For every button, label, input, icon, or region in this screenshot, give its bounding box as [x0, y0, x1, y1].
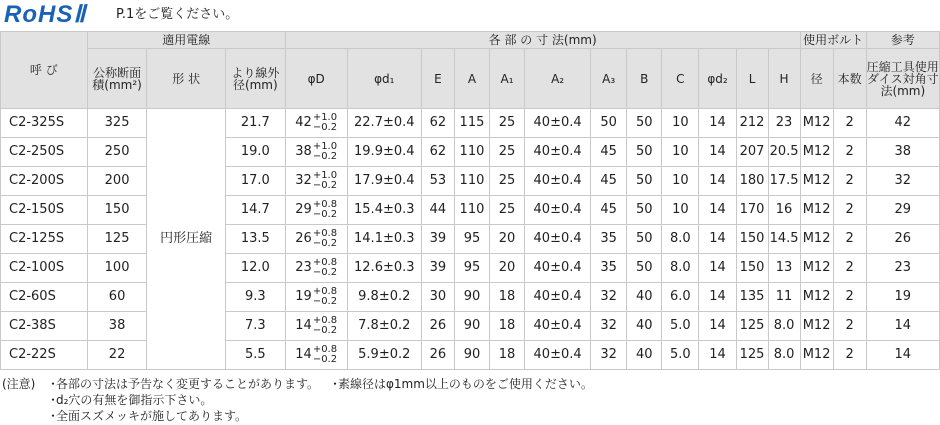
table-row — [1, 167, 940, 196]
cell-model: C2-200S — [1, 167, 88, 196]
tolerance-lower: −0.2 — [312, 325, 338, 336]
col-A3: A₃ — [591, 49, 627, 109]
cell-model: C2-125S — [1, 225, 88, 254]
cell-phid2: 14 — [699, 312, 736, 341]
cell-A3: 45 — [591, 167, 627, 196]
cell-od: 9.3 — [225, 283, 285, 312]
cell-A2: 40±0.4 — [525, 138, 591, 167]
cell-phiD — [285, 167, 347, 196]
cell-A1: 20 — [490, 225, 525, 254]
cell-E: 26 — [421, 341, 454, 370]
cell-A: 90 — [454, 341, 489, 370]
cell-ref: 29 — [866, 196, 939, 225]
cell-od: 21.7 — [225, 109, 285, 138]
cell-ref: 14 — [866, 312, 939, 341]
cell-A: 110 — [454, 138, 489, 167]
cell-H: 20.5 — [768, 138, 800, 167]
tolerance-upper: +1.0 — [312, 141, 338, 152]
cell-phid1: 19.9±0.4 — [347, 138, 421, 167]
col-ref: 圧縮工具使用ダイス対角寸法(mm) — [866, 49, 939, 109]
cell-A3: 45 — [591, 196, 627, 225]
phiD-nominal: 23 — [295, 260, 312, 275]
cell-phiD — [285, 312, 347, 341]
cell-B: 50 — [627, 109, 662, 138]
cell-model: C2-38S — [1, 312, 88, 341]
cell-A2: 40±0.4 — [525, 109, 591, 138]
cell-qty: 2 — [833, 196, 866, 225]
cell-L: 180 — [736, 167, 768, 196]
cell-A3: 50 — [591, 109, 627, 138]
cell-H: 23 — [768, 109, 800, 138]
cell-model: C2-100S — [1, 254, 88, 283]
cell-ref: 23 — [866, 254, 939, 283]
group-dims: 各 部 の 寸 法(mm) — [285, 32, 800, 49]
note-dimensions: ･各部の寸法は予告なく変更することがあります。 — [50, 377, 320, 391]
cell-A1: 25 — [490, 167, 525, 196]
cell-phid2: 14 — [699, 341, 736, 370]
cell-E: 53 — [421, 167, 454, 196]
cell-A3: 32 — [591, 312, 627, 341]
cell-A: 90 — [454, 283, 489, 312]
cell-ref: 32 — [866, 167, 939, 196]
cell-E: 39 — [421, 225, 454, 254]
cell-bolt: M12 — [800, 254, 833, 283]
cell-A2: 40±0.4 — [525, 341, 591, 370]
cell-H: 13 — [768, 254, 800, 283]
cell-A3: 35 — [591, 225, 627, 254]
spec-table-body — [1, 109, 940, 370]
table-row — [1, 254, 940, 283]
cell-C: 5.0 — [662, 341, 699, 370]
tolerance-lower: −0.2 — [312, 209, 338, 220]
cell-phid1: 14.1±0.3 — [347, 225, 421, 254]
cell-model: C2-150S — [1, 196, 88, 225]
cell-H: 11 — [768, 283, 800, 312]
cell-E: 62 — [421, 109, 454, 138]
cell-od: 7.3 — [225, 312, 285, 341]
cell-H: 14.5 — [768, 225, 800, 254]
col-bolt-qty: 本数 — [833, 49, 866, 109]
cell-phiD — [285, 138, 347, 167]
cell-model: C2-22S — [1, 341, 88, 370]
cell-od: 17.0 — [225, 167, 285, 196]
group-wire: 適用電線 — [87, 32, 285, 49]
cell-phiD — [285, 196, 347, 225]
note-row-1 — [2, 376, 938, 392]
cell-L: 125 — [736, 341, 768, 370]
cell-A3: 32 — [591, 283, 627, 312]
cell-A3: 32 — [591, 341, 627, 370]
spec-table — [0, 31, 940, 370]
cell-phid1: 17.9±0.4 — [347, 167, 421, 196]
table-row — [1, 109, 940, 138]
group-bolt: 使用ボルト — [800, 32, 866, 49]
phiD-nominal: 19 — [295, 289, 312, 304]
cell-area: 22 — [87, 341, 147, 370]
cell-ref: 14 — [866, 341, 939, 370]
col-C: C — [662, 49, 699, 109]
cell-bolt: M12 — [800, 283, 833, 312]
cell-area: 250 — [87, 138, 147, 167]
cell-B: 50 — [627, 138, 662, 167]
cell-C: 5.0 — [662, 312, 699, 341]
col-A1: A₁ — [490, 49, 525, 109]
phiD-tolerance — [313, 200, 337, 220]
tolerance-lower: −0.2 — [312, 238, 338, 249]
cell-A2: 40±0.4 — [525, 167, 591, 196]
cell-A: 95 — [454, 225, 489, 254]
cell-A3: 35 — [591, 254, 627, 283]
cell-L: 212 — [736, 109, 768, 138]
cell-E: 30 — [421, 283, 454, 312]
phiD-nominal: 14 — [295, 347, 312, 362]
note-d2-hole: ･d₂穴の有無を御指示下さい。 — [50, 393, 213, 407]
cell-bolt: M12 — [800, 225, 833, 254]
cell-ref: 19 — [866, 283, 939, 312]
cell-model: C2-60S — [1, 283, 88, 312]
cell-qty: 2 — [833, 225, 866, 254]
cell-model: C2-250S — [1, 138, 88, 167]
cell-L: 207 — [736, 138, 768, 167]
tolerance-upper: +0.8 — [312, 315, 338, 326]
cell-L: 125 — [736, 312, 768, 341]
cell-model: C2-325S — [1, 109, 88, 138]
col-E: E — [421, 49, 454, 109]
cell-phid2: 14 — [699, 167, 736, 196]
table-row — [1, 138, 940, 167]
cell-qty: 2 — [833, 138, 866, 167]
tolerance-lower: −0.2 — [312, 354, 338, 365]
phiD-tolerance — [313, 113, 337, 133]
phiD-tolerance — [313, 316, 337, 336]
cell-A2: 40±0.4 — [525, 225, 591, 254]
cell-A1: 25 — [490, 196, 525, 225]
col-A: A — [454, 49, 489, 109]
cell-C: 10 — [662, 109, 699, 138]
cell-qty: 2 — [833, 167, 866, 196]
tolerance-lower: −0.2 — [312, 151, 338, 162]
col-B: B — [627, 49, 662, 109]
cell-A: 95 — [454, 254, 489, 283]
cell-A1: 18 — [490, 341, 525, 370]
cell-C: 10 — [662, 196, 699, 225]
col-bolt-dia: 径 — [800, 49, 833, 109]
table-row — [1, 341, 940, 370]
cell-qty: 2 — [833, 254, 866, 283]
cell-C: 8.0 — [662, 254, 699, 283]
cell-phid2: 14 — [699, 283, 736, 312]
col-phid1: φd₁ — [347, 49, 421, 109]
cell-qty: 2 — [833, 341, 866, 370]
notes — [2, 376, 938, 424]
note-row-2 — [2, 392, 938, 408]
cell-L: 150 — [736, 225, 768, 254]
col-phid2: φd₂ — [699, 49, 736, 109]
col-model: 呼 び — [1, 32, 88, 109]
phiD-tolerance — [313, 287, 337, 307]
cell-phid2: 14 — [699, 254, 736, 283]
cell-bolt: M12 — [800, 138, 833, 167]
tolerance-upper: +0.8 — [312, 228, 338, 239]
cell-L: 135 — [736, 283, 768, 312]
cell-A1: 25 — [490, 138, 525, 167]
tolerance-upper: +1.0 — [312, 170, 338, 181]
cell-shape: 円形圧縮 — [147, 109, 225, 370]
cell-bolt: M12 — [800, 167, 833, 196]
col-A2: A₂ — [525, 49, 591, 109]
cell-qty: 2 — [833, 312, 866, 341]
cell-qty: 2 — [833, 109, 866, 138]
phiD-nominal: 14 — [295, 318, 312, 333]
cell-B: 50 — [627, 196, 662, 225]
tolerance-upper: +0.8 — [312, 199, 338, 210]
cell-C: 10 — [662, 167, 699, 196]
tolerance-upper: +0.8 — [312, 257, 338, 268]
cell-B: 50 — [627, 167, 662, 196]
col-od: より線外径(mm) — [225, 49, 285, 109]
phiD-tolerance — [313, 345, 337, 365]
cell-area: 325 — [87, 109, 147, 138]
notes-label: (注意) — [2, 377, 36, 391]
tolerance-lower: −0.2 — [312, 267, 338, 278]
table-row — [1, 196, 940, 225]
cell-od: 12.0 — [225, 254, 285, 283]
phiD-tolerance — [313, 258, 337, 278]
cell-phid1: 9.8±0.2 — [347, 283, 421, 312]
note-wire-diameter: ･素線径はφ1mm以上のものをご使用ください。 — [332, 377, 593, 391]
cell-bolt: M12 — [800, 312, 833, 341]
tolerance-upper: +0.8 — [312, 286, 338, 297]
cell-phid1: 5.9±0.2 — [347, 341, 421, 370]
cell-C: 8.0 — [662, 225, 699, 254]
cell-phid1: 7.8±0.2 — [347, 312, 421, 341]
tolerance-lower: −0.2 — [312, 296, 338, 307]
phiD-tolerance — [313, 229, 337, 249]
cell-phid2: 14 — [699, 138, 736, 167]
cell-ref: 38 — [866, 138, 939, 167]
cell-E: 44 — [421, 196, 454, 225]
cell-B: 50 — [627, 254, 662, 283]
phiD-nominal: 29 — [295, 202, 312, 217]
cell-phid2: 14 — [699, 109, 736, 138]
phiD-nominal: 38 — [295, 144, 312, 159]
rohs-note: P.1をご覧ください。 — [116, 7, 239, 22]
tolerance-upper: +0.8 — [312, 344, 338, 355]
cell-A3: 45 — [591, 138, 627, 167]
cell-bolt: M12 — [800, 341, 833, 370]
cell-phid1: 15.4±0.3 — [347, 196, 421, 225]
cell-ref: 42 — [866, 109, 939, 138]
table-row — [1, 312, 940, 341]
cell-L: 150 — [736, 254, 768, 283]
cell-L: 170 — [736, 196, 768, 225]
cell-E: 39 — [421, 254, 454, 283]
phiD-tolerance — [313, 142, 337, 162]
cell-A: 90 — [454, 312, 489, 341]
cell-phiD — [285, 225, 347, 254]
tolerance-lower: −0.2 — [312, 122, 338, 133]
cell-A: 110 — [454, 167, 489, 196]
cell-H: 16 — [768, 196, 800, 225]
cell-area: 125 — [87, 225, 147, 254]
cell-A: 110 — [454, 196, 489, 225]
cell-E: 26 — [421, 312, 454, 341]
phiD-nominal: 42 — [295, 115, 312, 130]
cell-H: 8.0 — [768, 312, 800, 341]
cell-od: 19.0 — [225, 138, 285, 167]
cell-area: 150 — [87, 196, 147, 225]
note-tin-plating: ･全面スズメッキが施してあります。 — [50, 409, 248, 423]
cell-A1: 25 — [490, 109, 525, 138]
phiD-nominal: 32 — [295, 173, 312, 188]
cell-E: 62 — [421, 138, 454, 167]
group-ref: 参考 — [866, 32, 939, 49]
cell-B: 50 — [627, 225, 662, 254]
cell-A2: 40±0.4 — [525, 283, 591, 312]
table-row — [1, 225, 940, 254]
cell-B: 40 — [627, 283, 662, 312]
phiD-nominal: 26 — [295, 231, 312, 246]
cell-phiD — [285, 109, 347, 138]
cell-phid1: 12.6±0.3 — [347, 254, 421, 283]
cell-A2: 40±0.4 — [525, 312, 591, 341]
cell-phid2: 14 — [699, 225, 736, 254]
cell-A2: 40±0.4 — [525, 254, 591, 283]
cell-H: 17.5 — [768, 167, 800, 196]
cell-od: 13.5 — [225, 225, 285, 254]
cell-phid2: 14 — [699, 196, 736, 225]
col-phiD: φD — [285, 49, 347, 109]
cell-A1: 20 — [490, 254, 525, 283]
cell-area: 100 — [87, 254, 147, 283]
tolerance-upper: +1.0 — [312, 112, 338, 123]
cell-phiD — [285, 283, 347, 312]
cell-B: 40 — [627, 312, 662, 341]
cell-phiD — [285, 254, 347, 283]
cell-C: 10 — [662, 138, 699, 167]
cell-od: 14.7 — [225, 196, 285, 225]
cell-A: 115 — [454, 109, 489, 138]
cell-A2: 40±0.4 — [525, 196, 591, 225]
phiD-tolerance — [313, 171, 337, 191]
tolerance-lower: −0.2 — [312, 180, 338, 191]
cell-area: 38 — [87, 312, 147, 341]
cell-H: 8.0 — [768, 341, 800, 370]
cell-A1: 18 — [490, 283, 525, 312]
col-area: 公称断面積(mm²) — [87, 49, 147, 109]
cell-C: 6.0 — [662, 283, 699, 312]
cell-area: 200 — [87, 167, 147, 196]
header — [0, 0, 940, 30]
cell-qty: 2 — [833, 283, 866, 312]
rohs-logo: RoHSⅡ — [4, 1, 87, 28]
col-shape: 形 状 — [147, 49, 225, 109]
cell-bolt: M12 — [800, 109, 833, 138]
cell-B: 40 — [627, 341, 662, 370]
note-row-3 — [2, 408, 938, 424]
cell-od: 5.5 — [225, 341, 285, 370]
cell-A1: 18 — [490, 312, 525, 341]
cell-phid1: 22.7±0.4 — [347, 109, 421, 138]
cell-area: 60 — [87, 283, 147, 312]
cell-bolt: M12 — [800, 196, 833, 225]
cell-ref: 26 — [866, 225, 939, 254]
col-L: L — [736, 49, 768, 109]
cell-phiD — [285, 341, 347, 370]
table-row — [1, 283, 940, 312]
col-H: H — [768, 49, 800, 109]
